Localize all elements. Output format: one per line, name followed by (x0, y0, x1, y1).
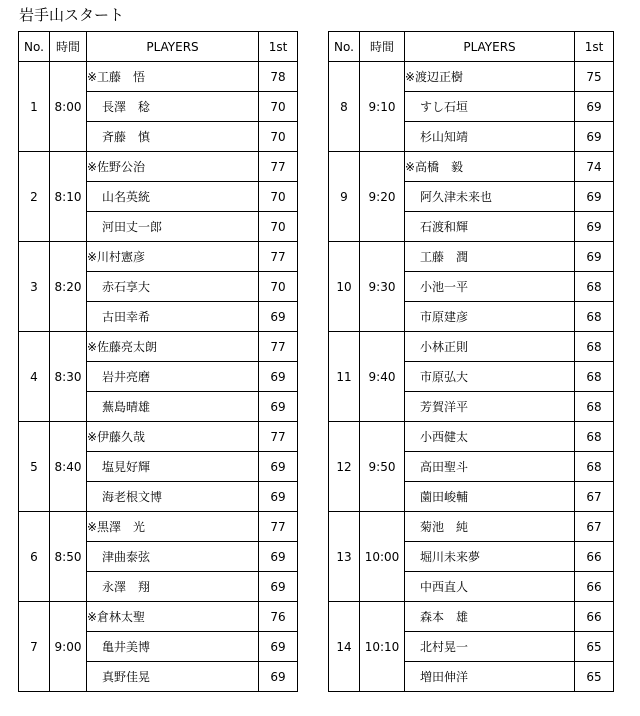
first-round-score: 77 (259, 512, 298, 542)
tee-time: 8:10 (50, 152, 87, 242)
first-round-score: 66 (575, 542, 614, 572)
player-name: 工藤 潤 (405, 242, 575, 272)
player-name: 海老根文博 (87, 482, 259, 512)
player-name: ※伊藤久哉 (87, 422, 259, 452)
player-name: ※佐藤亮太朗 (87, 332, 259, 362)
player-row (329, 602, 614, 632)
player-name: 堀川未来夢 (405, 542, 575, 572)
first-round-score: 69 (259, 362, 298, 392)
player-name: 中西直人 (405, 572, 575, 602)
groups-body (19, 62, 298, 692)
player-name: 山名英統 (87, 182, 259, 212)
tee-time: 9:50 (360, 422, 405, 512)
first-round-score: 69 (575, 92, 614, 122)
first-round-score: 74 (575, 152, 614, 182)
tee-time: 8:20 (50, 242, 87, 332)
tee-time: 10:00 (360, 512, 405, 602)
player-row (19, 332, 298, 362)
page-title: 岩手山スタート (19, 6, 125, 24)
tee-sheet-right (328, 31, 614, 692)
first-round-score: 69 (575, 122, 614, 152)
player-name: 森本 雄 (405, 602, 575, 632)
player-name: 小池一平 (405, 272, 575, 302)
score-header: 1st (259, 32, 298, 62)
group-number: 9 (329, 152, 360, 242)
header-row (329, 32, 614, 62)
first-round-score: 69 (259, 392, 298, 422)
tee-time: 10:10 (360, 602, 405, 692)
player-row (19, 422, 298, 452)
player-name: 杉山知靖 (405, 122, 575, 152)
first-round-score: 65 (575, 662, 614, 692)
first-round-score: 68 (575, 422, 614, 452)
group-number: 12 (329, 422, 360, 512)
player-name: 塩見好輝 (87, 452, 259, 482)
first-round-score: 70 (259, 212, 298, 242)
tee-sheet-left (18, 31, 298, 692)
player-name: 増田伸洋 (405, 662, 575, 692)
player-row (19, 242, 298, 272)
player-name: 岩井亮磨 (87, 362, 259, 392)
group-number: 11 (329, 332, 360, 422)
group-number: 6 (19, 512, 50, 602)
player-row (19, 62, 298, 92)
first-round-score: 67 (575, 512, 614, 542)
player-name: 薗田峻輔 (405, 482, 575, 512)
group-number: 10 (329, 242, 360, 332)
tee-time: 9:00 (50, 602, 87, 692)
first-round-score: 69 (259, 302, 298, 332)
tee-time: 9:20 (360, 152, 405, 242)
player-row (329, 152, 614, 182)
first-round-score: 69 (575, 242, 614, 272)
player-name: ※黒澤 光 (87, 512, 259, 542)
player-name: 長澤 稔 (87, 92, 259, 122)
groups-body (329, 62, 614, 692)
player-row (329, 332, 614, 362)
group-number: 14 (329, 602, 360, 692)
score-header: 1st (575, 32, 614, 62)
player-name: 古田幸希 (87, 302, 259, 332)
player-row (329, 512, 614, 542)
first-round-score: 67 (575, 482, 614, 512)
first-round-score: 75 (575, 62, 614, 92)
player-name: ※川村憲彦 (87, 242, 259, 272)
time-header: 時間 (360, 32, 405, 62)
player-row (329, 422, 614, 452)
player-name: 市原建彦 (405, 302, 575, 332)
first-round-score: 77 (259, 332, 298, 362)
tee-time: 8:40 (50, 422, 87, 512)
player-name: 石渡和輝 (405, 212, 575, 242)
tee-time: 9:10 (360, 62, 405, 152)
first-round-score: 69 (259, 572, 298, 602)
player-name: ※倉林太聖 (87, 602, 259, 632)
first-round-score: 69 (575, 212, 614, 242)
no-header: No. (19, 32, 50, 62)
first-round-score: 68 (575, 302, 614, 332)
player-name: 北村晃一 (405, 632, 575, 662)
group-number: 1 (19, 62, 50, 152)
player-name: 斉藤 慎 (87, 122, 259, 152)
first-round-score: 70 (259, 272, 298, 302)
tee-time: 9:30 (360, 242, 405, 332)
player-row (19, 602, 298, 632)
player-name: 小西健太 (405, 422, 575, 452)
first-round-score: 78 (259, 62, 298, 92)
tee-time: 9:40 (360, 332, 405, 422)
header-row (19, 32, 298, 62)
players-header: PLAYERS (405, 32, 575, 62)
player-row (329, 62, 614, 92)
first-round-score: 68 (575, 332, 614, 362)
first-round-score: 77 (259, 152, 298, 182)
player-name: 津曲泰弦 (87, 542, 259, 572)
player-name: 赤石享大 (87, 272, 259, 302)
player-name: 市原弘大 (405, 362, 575, 392)
group-number: 5 (19, 422, 50, 512)
player-name: 真野佳晃 (87, 662, 259, 692)
player-name: 小林正則 (405, 332, 575, 362)
first-round-score: 69 (259, 482, 298, 512)
player-row (19, 152, 298, 182)
tee-time: 8:30 (50, 332, 87, 422)
first-round-score: 70 (259, 122, 298, 152)
first-round-score: 68 (575, 452, 614, 482)
tee-time: 8:00 (50, 62, 87, 152)
player-name: 高田聖斗 (405, 452, 575, 482)
player-row (329, 242, 614, 272)
player-name: 芳賀洋平 (405, 392, 575, 422)
no-header: No. (329, 32, 360, 62)
first-round-score: 69 (259, 632, 298, 662)
player-name: ※渡辺正樹 (405, 62, 575, 92)
time-header: 時間 (50, 32, 87, 62)
first-round-score: 70 (259, 182, 298, 212)
first-round-score: 69 (259, 452, 298, 482)
first-round-score: 65 (575, 632, 614, 662)
player-row (19, 512, 298, 542)
first-round-score: 70 (259, 92, 298, 122)
first-round-score: 77 (259, 422, 298, 452)
player-name: 蕪島晴雄 (87, 392, 259, 422)
player-name: 亀井美博 (87, 632, 259, 662)
player-name: ※高橋 毅 (405, 152, 575, 182)
player-name: 菊池 純 (405, 512, 575, 542)
group-number: 3 (19, 242, 50, 332)
player-name: 河田丈一郎 (87, 212, 259, 242)
group-number: 7 (19, 602, 50, 692)
first-round-score: 77 (259, 242, 298, 272)
player-name: 永澤 翔 (87, 572, 259, 602)
first-round-score: 76 (259, 602, 298, 632)
first-round-score: 69 (259, 662, 298, 692)
group-number: 4 (19, 332, 50, 422)
player-name: 阿久津未来也 (405, 182, 575, 212)
first-round-score: 68 (575, 362, 614, 392)
first-round-score: 69 (259, 542, 298, 572)
first-round-score: 66 (575, 572, 614, 602)
group-number: 13 (329, 512, 360, 602)
first-round-score: 68 (575, 272, 614, 302)
player-name: ※工藤 悟 (87, 62, 259, 92)
group-number: 2 (19, 152, 50, 242)
group-number: 8 (329, 62, 360, 152)
first-round-score: 69 (575, 182, 614, 212)
first-round-score: 66 (575, 602, 614, 632)
tee-time: 8:50 (50, 512, 87, 602)
player-name: ※佐野公治 (87, 152, 259, 182)
players-header: PLAYERS (87, 32, 259, 62)
player-name: すし石垣 (405, 92, 575, 122)
first-round-score: 68 (575, 392, 614, 422)
